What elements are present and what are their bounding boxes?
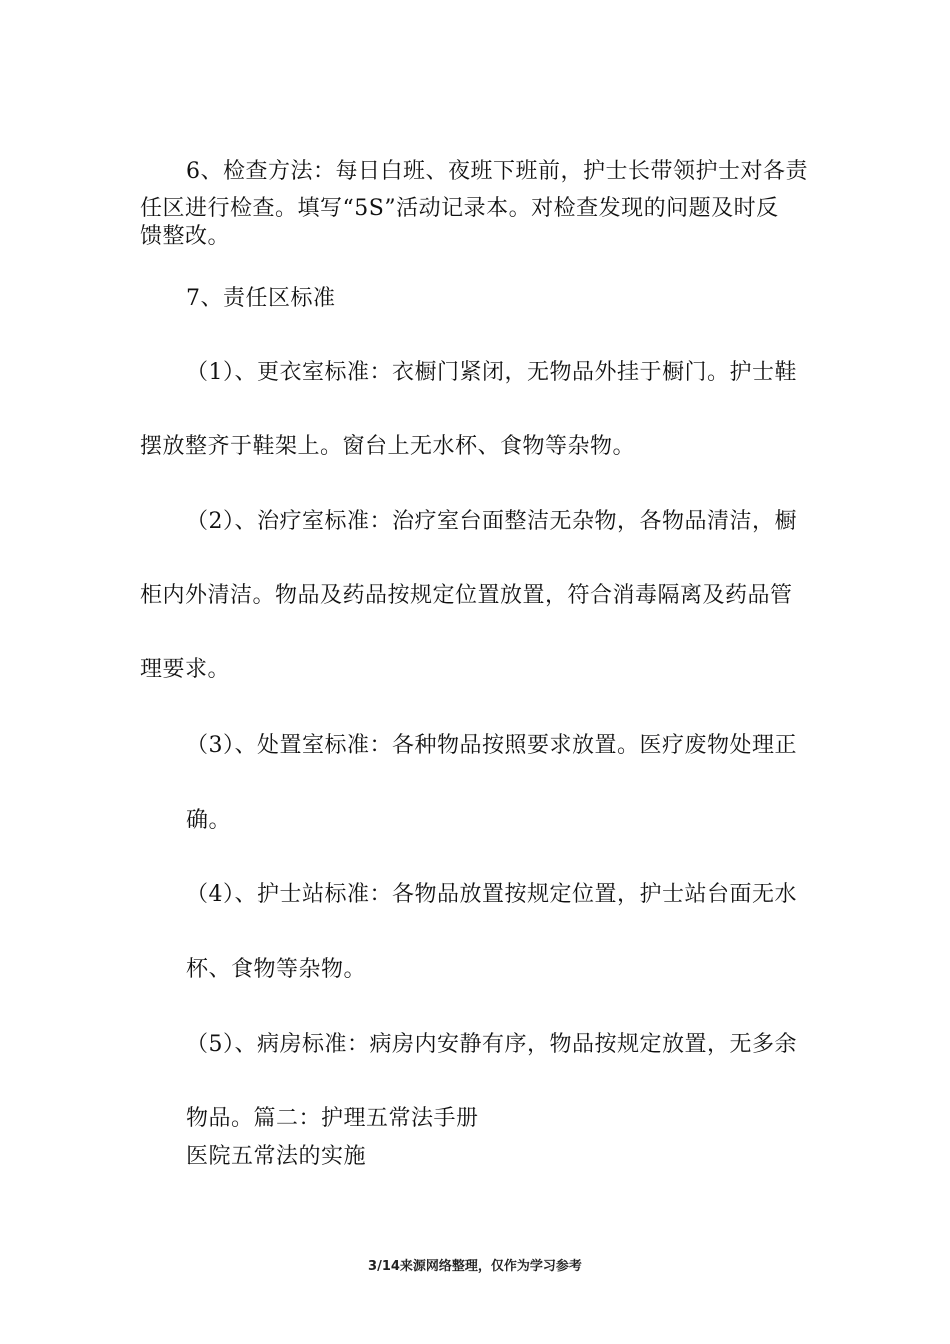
item-2-line-3: 理要求。	[140, 657, 231, 682]
item-5-line-1: （5）、病房标准：病房内安静有序，物品按规定放置，无多余	[186, 1032, 797, 1057]
heading-7: 7、责任区标准	[186, 286, 336, 311]
item-3-line-2: 确。	[186, 808, 232, 833]
item-2-line-2: 柜内外清洁。物品及药品按规定位置放置，符合消毒隔离及药品管	[140, 583, 793, 608]
item-1-line-2: 摆放整齐于鞋架上。窗台上无水杯、食物等杂物。	[140, 434, 636, 459]
item-5-line-2: 物品。篇二：护理五常法手册	[186, 1106, 479, 1131]
paragraph-6-line-3: 馈整改。	[140, 224, 231, 249]
item-1-line-1: （1）、更衣室标准：衣橱门紧闭，无物品外挂于橱门。护士鞋	[186, 360, 797, 385]
page-footer: 3/14来源网络整理，仅作为学习参考	[368, 1259, 582, 1274]
item-3-line-1: （3）、处置室标准：各种物品按照要求放置。医疗废物处理正	[186, 733, 797, 758]
item-2-line-1: （2）、治疗室标准：治疗室台面整洁无杂物，各物品清洁，橱	[186, 509, 797, 534]
paragraph-6-line-1: 6、检查方法：每日白班、夜班下班前，护士长带领护士对各责	[186, 159, 808, 184]
item-4-line-2: 杯、食物等杂物。	[186, 957, 367, 982]
paragraph-6-line-2: 任区进行检查。填写“5S”活动记录本。对检查发现的问题及时反	[140, 196, 779, 221]
item-4-line-1: （4）、护士站标准：各物品放置按规定位置，护士站台面无水	[186, 882, 797, 907]
section-heading: 医院五常法的实施	[186, 1144, 367, 1169]
